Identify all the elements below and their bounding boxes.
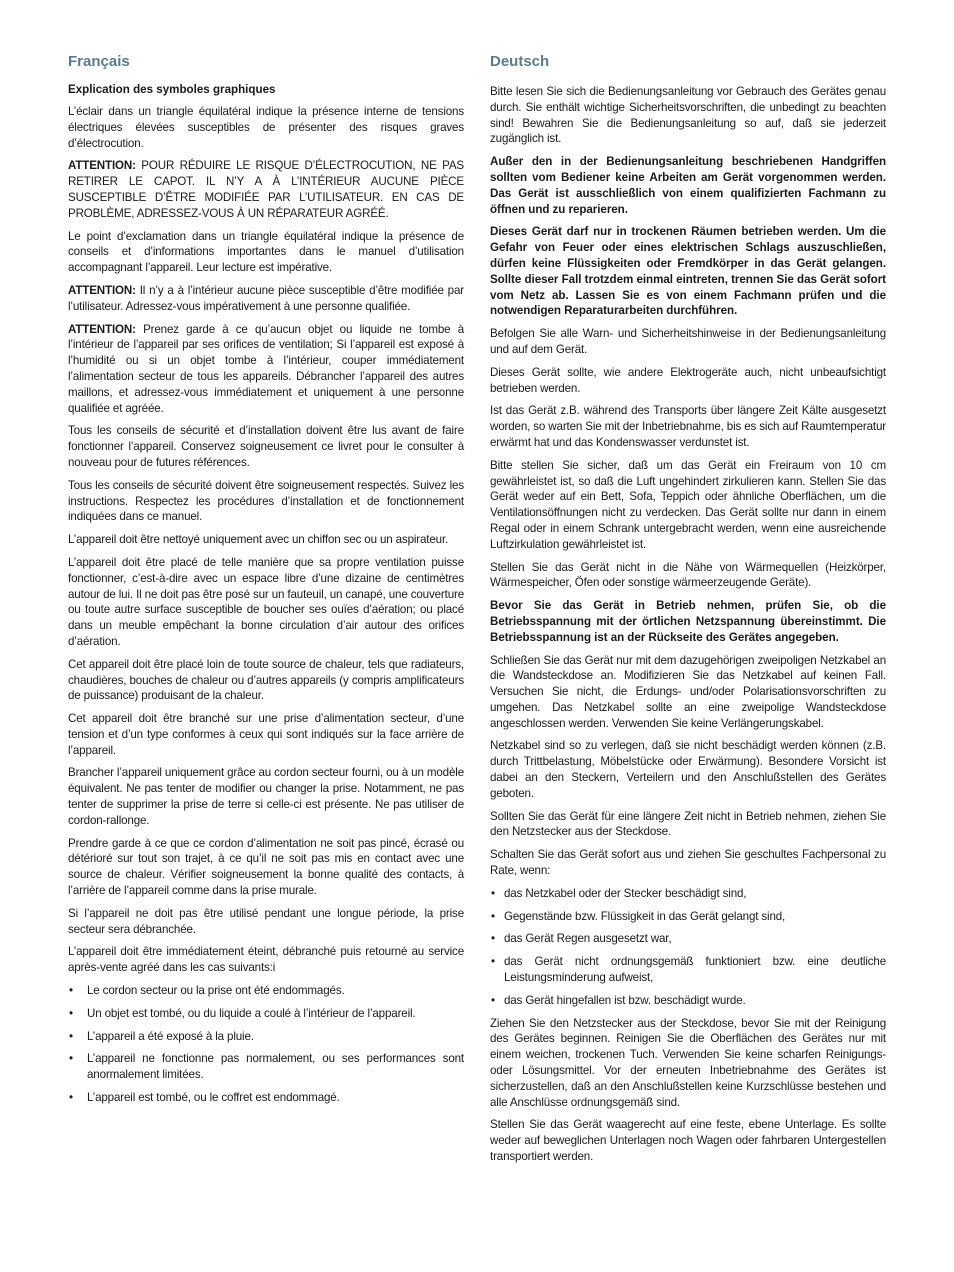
- german-paragraph-5: Dieses Gerät sollte, wie andere Elektrogeräte auch, nicht unbeaufsichtigt betrieben werden.: [490, 365, 886, 395]
- french-paragraph-2-text: POUR RÉDUIRE LE RISQUE D’ÉLECTROCUTION, NE PAS RETIRER LE CAPOT. IL N’Y A À L’INTÉRIEUR AUCUNE PIÈCE SUSCEPTIBLE D’ÊTRE MODIFIÉE PAR L’UTILISATEUR. EN CAS DE PROBLÈME, ADRESSEZ-VOUS À UN RÉPARATEUR AGRÉÉ.: [68, 159, 464, 220]
- german-paragraph-10: Schließen Sie das Gerät nur mit dem dazugehörigen zweipoligen Netzkabel an die Wandsteckdose an. Modifizieren Sie das Netzkabel auf keinen Fall. Versuchen Sie nicht, die Erdungs- und/oder Polarisationsvorschriften zu umgehen. Das Netzkabel sollte an eine zweipolige Wandsteckdose angeschlossen werden. Verwenden Sie keine Verlängerungskabel.: [490, 653, 886, 730]
- french-paragraph-2: [68, 158, 464, 221]
- german-bullet-list: [490, 886, 886, 1009]
- french-paragraph-4: [68, 283, 464, 315]
- german-column: [490, 52, 886, 1172]
- list-item: • das Gerät Regen ausgesetzt war,: [490, 931, 886, 947]
- french-paragraph-4-text: Il n’y a à l’intérieur aucune pièce susceptible d’être modifiée par l’utilisateur. Adressez-vous impérativement à une personne qualifiée.: [68, 283, 464, 313]
- french-paragraph-12: Brancher l’appareil uniquement grâce au cordon secteur fourni, ou à un modèle équivalent. Ne pas tenter de modifier ou changer la prise. Notamment, ne pas tenter de supprimer la prise de terre si celle-ci est présente. Ne pas utiliser de cordon-rallonge.: [68, 766, 464, 827]
- french-paragraph-13: Prendre garde à ce que ce cordon d’alimentation ne soit pas pincé, écrasé ou détérioré sur tout son trajet, à ce qu’il ne soit pas mis en contact avec une source de chaleur. Vérifier soigneusement la bonne qualité des contacts, à l’arrière de l’appareil comme dans la prise murale.: [68, 836, 464, 898]
- french-paragraph-7: Tous les conseils de sécurité doivent être soigneusement respectés. Suivez les instructions. Respectez les procédures d’installation et de fonctionnement indiquées dans ce manuel.: [68, 478, 464, 524]
- french-paragraph-10: Cet appareil doit être placé loin de toute source de chaleur, tels que radiateurs, chaudières, bouches de chaleur ou d’autres appareils (y compris amplificateurs de puissance) produisant de la chaleur.: [68, 657, 464, 703]
- attention-label: ATTENTION:: [68, 283, 136, 297]
- list-item: • Gegenstände bzw. Flüssigkeit in das Gerät gelangt sind,: [490, 909, 886, 925]
- german-paragraph-9: Bevor Sie das Gerät in Betrieb nehmen, prüfen Sie, ob die Betriebsspannung mit der örtlichen Netzspannung übereinstimmt. Die Betriebsspannung ist an der Rückseite des Gerätes angegeben.: [490, 599, 886, 644]
- german-paragraph-8: Stellen Sie das Gerät nicht in die Nähe von Wärmequellen (Heizkörper, Wärmespeicher, Öfen oder sonstige wärmeerzeugende Geräte).: [490, 560, 886, 590]
- german-paragraph-14: Ziehen Sie den Netzstecker aus der Steckdose, bevor Sie mit der Reinigung des Gerätes beginnen. Reinigen Sie die Oberflächen des Gerätes nur mit einem weichen, trockenen Tuch. Verwenden Sie keine scharfen Reinigungs- oder Lösungsmittel. Vor der erneuten Inbetriebnahme des Gerätes ist sicherzustellen, daß an den Anschlußstellen keine Kurzschlüsse bestehen und alle Anschlüsse ordnungsgemäß sind.: [490, 1016, 886, 1109]
- french-column: [68, 52, 464, 1113]
- list-item: • Le cordon secteur ou la prise ont été endommagés.: [68, 983, 464, 999]
- german-paragraph-6: Ist das Gerät z.B. während des Transports über längere Zeit Kälte ausgesetzt worden, so warten Sie mit der Inbetriebnahme, bis es sich auf Raumtemperatur erwärmt hat und das Kondenswasser verdunstet ist.: [490, 404, 886, 449]
- attention-label: ATTENTION:: [68, 159, 136, 173]
- french-section-title: Français: [68, 53, 130, 70]
- german-paragraph-3: Dieses Gerät darf nur in trockenen Räumen betrieben werden. Um die Gefahr von Feuer oder eines elektrischen Schlags auszuschließen, dürfen keine Flüssigkeiten oder Fremdkörper in das Gerät gelangen. Sollte dieser Fall trotzdem einmal eintreten, trennen Sie das Gerät sofort vom Netz ab. Lassen Sie es von einem Fachmann prüfen und die notwendigen Reparaturarbeiten durchführen.: [490, 225, 886, 318]
- german-paragraph-2: Außer den in der Bedienungsanleitung beschriebenen Handgriffen sollten vom Bediener keine Arbeiten am Gerät vorgenommen werden. Das Gerät ist ausschließlich von einem qualifizierten Fachmann zu öffnen und zu reparieren.: [490, 155, 886, 216]
- list-item: • das Gerät nicht ordnungsgemäß funktioniert bzw. eine deutliche Leistungsminderung aufweist,: [490, 954, 886, 986]
- french-paragraph-1: L’éclair dans un triangle équilatéral indique la présence interne de tensions électriques élevées susceptibles de présenter des risques graves d’électrocution.: [68, 105, 464, 150]
- french-bullet-list: [68, 983, 464, 1106]
- french-subheading: Explication des symboles graphiques: [68, 83, 276, 96]
- french-paragraph-5: [68, 322, 464, 417]
- list-item: • L’appareil ne fonctionne pas normalement, ou ses performances sont anormalement limitées.: [68, 1051, 464, 1083]
- french-paragraph-15: L’appareil doit être immédiatement éteint, débranché puis retourné au service après-vente agréé dans les cas suivants:i: [68, 945, 464, 975]
- french-paragraph-11: Cet appareil doit être branché sur une prise d’alimentation secteur, d’une tension et d’un type conformes à ceux qui sont indiqués sur la face arrière de l’appareil.: [68, 712, 464, 757]
- french-paragraph-9: L’appareil doit être placé de telle manière que sa propre ventilation puisse fonctionner, c’est-à-dire avec un espace libre d’une dizaine de centimètres autour de lui. Il ne doit pas être posé sur un fauteuil, un canapé, une couverture ou toute autre surface susceptible de boucher ses ouïes d’aération; ou placé dans un meuble empêchant la bonne circulation d’air autour des orifices d’aération.: [68, 555, 464, 648]
- french-paragraph-5-text: Prenez garde à ce qu’aucun objet ou liquide ne tombe à l’intérieur de l’appareil par ses orifices de ventilation; Si l’appareil est exposé à l’humidité ou si un objet tombe à l’intérieur, couper immédiatement l’alimentation secteur de tous les appareils. Débrancher l’appareil des autres maillons, et adressez-vous immédiatement et uniquement à une personne qualifiée et agréée.: [68, 322, 464, 415]
- german-paragraph-11: Netzkabel sind so zu verlegen, daß sie nicht beschädigt werden können (z.B. durch Trittbelastung, Möbelstücke oder Erwärmung). Besondere Vorsicht ist dabei an den Steckern, Verteilern und den Anschlußstellen des Gerätes geboten.: [490, 739, 886, 800]
- list-item: • L’appareil est tombé, ou le coffret est endommagé.: [68, 1090, 464, 1106]
- french-paragraph-14: Si l’appareil ne doit pas être utilisé pendant une longue période, la prise secteur sera débranchée.: [68, 906, 464, 936]
- french-paragraph-6: Tous les conseils de sécurité et d’installation doivent être lus avant de faire fonctionner l’appareil. Conservez soigneusement ce livret pour le consulter à nouveau pour de futures références.: [68, 424, 464, 469]
- french-paragraph-8: L’appareil doit être nettoyé uniquement avec un chiffon sec ou un aspirateur.: [68, 533, 449, 547]
- german-paragraph-4: Befolgen Sie alle Warn- und Sicherheitshinweise in der Bedienungsanleitung und auf dem Gerät.: [490, 327, 886, 356]
- german-paragraph-13: Schalten Sie das Gerät sofort aus und ziehen Sie geschultes Fachpersonal zu Rate, wenn:: [490, 848, 886, 878]
- german-paragraph-7: Bitte stellen Sie sicher, daß um das Gerät ein Freiraum von 10 cm gewährleistet ist, so daß die Luft ungehindert zirkulieren kann. Stellen Sie das Gerät weder auf ein Bett, Sofa, Teppich oder ähnliche Oberflächen, um die Ventilationsöffnungen nicht zu verdecken. Das Gerät sollte nur dann in einem Regal oder in einem Schrank untergebracht werden, wenn eine ausreichende Luftzirkulation gewährleistet ist.: [490, 458, 886, 551]
- german-paragraph-1: Bitte lesen Sie sich die Bedienungsanleitung vor Gebrauch des Gerätes genau durch. Sie enthält wichtige Sicherheitsvorschriften, die unbedingt zu beachten sind! Bewahren Sie die Bedienungsanleitung so auf, daß sie jederzeit zugänglich ist.: [490, 85, 886, 146]
- german-paragraph-12: Sollten Sie das Gerät für eine längere Zeit nicht in Betrieb nehmen, ziehen Sie den Netzstecker aus der Steckdose.: [490, 809, 886, 839]
- list-item: • L’appareil a été exposé à la pluie.: [68, 1029, 464, 1045]
- german-section-title: Deutsch: [490, 53, 550, 70]
- french-paragraph-3: Le point d’exclamation dans un triangle équilatéral indique la présence de conseils et d’informations importantes dans le manuel d’utilisation accompagnant l’appareil. Leur lecture est impérative.: [68, 229, 464, 275]
- list-item: • das Netzkabel oder der Stecker beschädigt sind,: [490, 886, 886, 902]
- german-paragraph-15: Stellen Sie das Gerät waagerecht auf eine feste, ebene Unterlage. Es sollte weder auf beweglichen Unterlagen noch Wagen oder fahrbaren Untergestellen transportiert werden.: [490, 1118, 886, 1164]
- attention-label: ATTENTION:: [68, 322, 136, 336]
- list-item: • Un objet est tombé, ou du liquide a coulé à l’intérieur de l’appareil.: [68, 1006, 464, 1022]
- list-item: • das Gerät hingefallen ist bzw. beschädigt wurde.: [490, 993, 886, 1009]
